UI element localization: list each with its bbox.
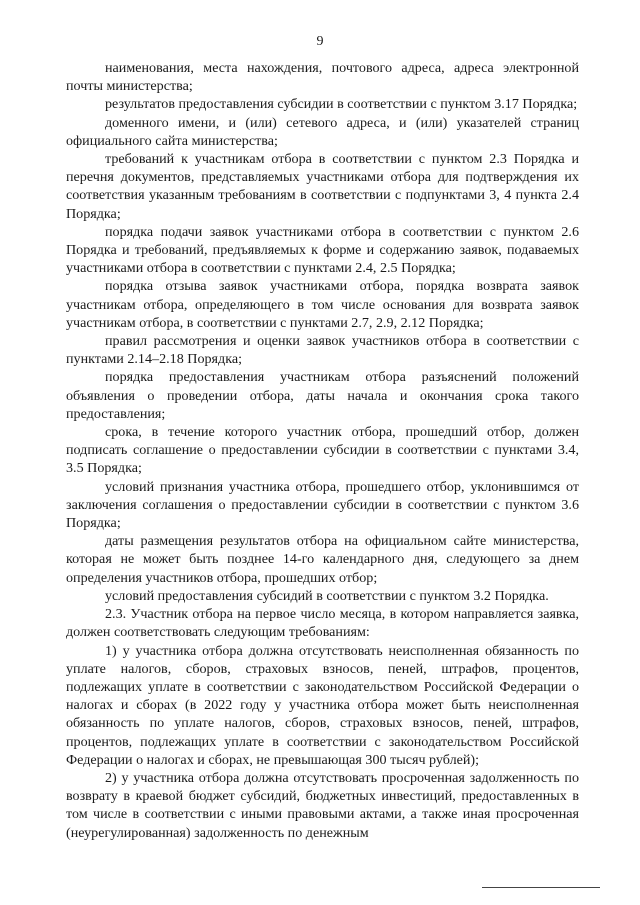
paragraph: результатов предоставления субсидии в соответствии с пунктом 3.17 Порядка; [105, 96, 578, 113]
paragraph: требований к участникам отбора в соответствии с пунктом 2.3 Порядка и перечня документов, представляемых участниками отбора для подтверждения их соответствия указанным требованиям в соответствии с подпунктами 3, 4 пункта 2.4 Порядка; [66, 151, 579, 222]
paragraph: доменного имени, и (или) сетевого адреса, и (или) указателей страниц официального сайта министерства; [66, 114, 579, 149]
paragraph: 2.3. Участник отбора на первое число месяца, в котором направляется заявка, должен соответствовать следующим требованиям: [66, 606, 579, 641]
paragraph: даты размещения результатов отбора на официальном сайте министерства, которая не может быть позднее 14-го календарного дня, следующего за днем определения участников отбора, прошедших отбор; [66, 533, 579, 586]
paragraph: наименования, места нахождения, почтового адреса, адреса электронной почты министерства; [66, 60, 579, 95]
paragraph: порядка отзыва заявок участниками отбора, порядка возврата заявок участникам отбора, определяющего в том числе основания для возврата заявок участникам отбора, в соответствии с пунктами 2.7, 2.9, 2.12 Порядка; [66, 278, 579, 331]
paragraph: правил рассмотрения и оценки заявок участников отбора в соответствии с пунктами 2.14–2.18 Порядка; [66, 333, 579, 368]
paragraph: порядка подачи заявок участниками отбора в соответствии с пунктом 2.6 Порядка и требований, предъявляемых к форме и содержанию заявок, подаваемых участниками отбора в соответствии с пунктами 2.4, 2.5 Порядка; [66, 223, 579, 277]
page-number: 9 [316, 34, 324, 49]
paragraph: срока, в течение которого участник отбора, прошедший отбор, должен подписать соглашение о предоставлении субсидии в соответствии с пунктами 3.4, 3.5 Порядка; [66, 424, 579, 477]
paragraph: порядка предоставления участникам отбора разъяснений положений объявления о проведении отбора, даты начала и окончания срока такого предоставления; [66, 369, 579, 422]
paragraph: условий предоставления субсидий в соответствии с пунктом 3.2 Порядка. [105, 587, 549, 604]
document-body [66, 59, 579, 842]
paragraph: условий признания участника отбора, прошедшего отбор, уклонившимся от заключения соглашения о предоставлении субсидии в соответствии с пунктом 3.6 Порядка; [66, 478, 579, 532]
paragraph: 1) у участника отбора должна отсутствовать неисполненная обязанность по уплате налогов, сборов, страховых взносов, пеней, штрафов, процентов, подлежащих уплате в соответствии с законодательством Российской Федерации о налогах и сборах (в 2022 году у участника отбора может быть неисполненная обязанность по уплате налогов, сборов, страховых взносов, пеней, штрафов, процентов, подлежащих уплате в соответствии с законодательством Российской Федерации о налогах и сборах, не превышающая 300 тысяч рублей); [66, 642, 579, 768]
footer-rule [482, 887, 600, 888]
paragraph: 2) у участника отбора должна отсутствовать просроченная задолженность по возврату в краевой бюджет субсидий, бюджетных инвестиций, предоставленных в том числе в соответствии с иными правовыми актами, а также иная просроченная (неурегулированная) задолженность по денежным [66, 769, 579, 841]
